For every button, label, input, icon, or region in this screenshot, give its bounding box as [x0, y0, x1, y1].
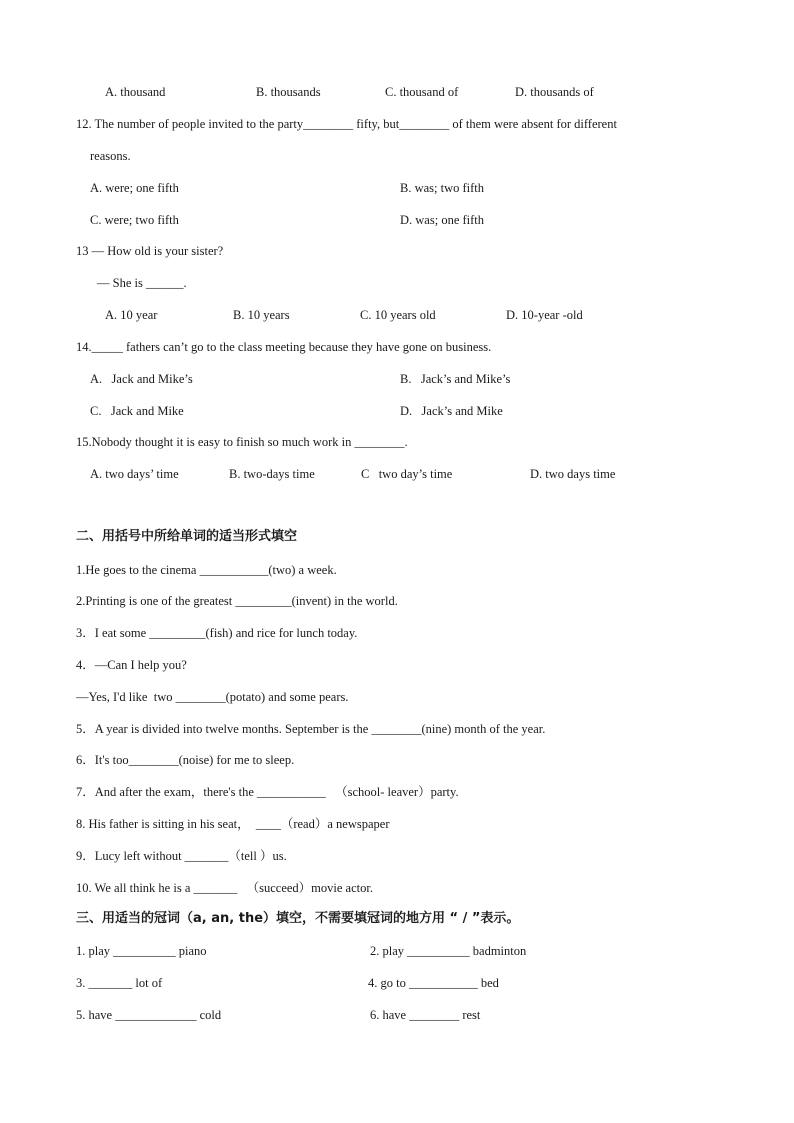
q11-option-a: A. thousand: [105, 85, 166, 99]
q12-option-a: A. were; one fifth: [90, 181, 179, 195]
q15-option-c: C two day’s time: [361, 467, 453, 481]
q15-option-a: A. two days’ time: [90, 467, 179, 481]
s2-item-6: 6．It's too________(noise) for me to sleep.: [76, 753, 295, 767]
q14-stem: 14._____ fathers can’t go to the class meeting because they have gone on business.: [76, 340, 492, 354]
s2-item-9: 9．Lucy left without _______（tell ）us.: [76, 849, 287, 863]
s2-item-3: 3．I eat some _________(fish) and rice for lunch today.: [76, 626, 358, 640]
q12-option-d: D. was; one fifth: [400, 213, 485, 227]
q13-option-a: A. 10 year: [105, 308, 158, 322]
q13-option-b: B. 10 years: [233, 308, 290, 322]
q11-option-c: C. thousand of: [385, 85, 459, 99]
section2-heading: 二、用括号中所给单词的适当形式填空: [76, 529, 298, 544]
q13-option-c: C. 10 years old: [360, 308, 436, 322]
s2-item-4: 4．—Can I help you?: [76, 658, 187, 672]
s2-item-10: 10. We all think he is a _______ （succeed）movie actor.: [76, 881, 373, 895]
q13-response: — She is ______.: [97, 276, 187, 290]
s3-item-5: 5. have _____________ cold: [76, 1008, 222, 1022]
q12-stem: 12. The number of people invited to the party________ fifty, but________ of them were absent for different: [76, 117, 617, 131]
q15-stem: 15.Nobody thought it is easy to finish so much work in ________.: [76, 435, 408, 449]
q12-stem-cont: reasons.: [90, 149, 131, 163]
s2-item-2: 2.Printing is one of the greatest _________(invent) in the world.: [76, 594, 398, 608]
s2-item-7: 7．And after the exam，there's the ___________ （school- leaver）party.: [76, 785, 459, 799]
q14-option-d: D. Jack’s and Mike: [400, 404, 503, 418]
q12-option-b: B. was; two fifth: [400, 181, 485, 195]
q12-option-c: C. were; two fifth: [90, 213, 179, 227]
q11-option-b: B. thousands: [256, 85, 321, 99]
q14-option-a: A. Jack and Mike’s: [90, 372, 193, 386]
q14-option-b: B. Jack’s and Mike’s: [400, 372, 511, 386]
s3-item-6: 6. have ________ rest: [370, 1008, 481, 1022]
s2-item-8: 8. His father is sitting in his seat， ____（read）a newspaper: [76, 817, 390, 831]
s3-item-1: 1. play __________ piano: [76, 944, 207, 958]
q13-stem: 13 — How old is your sister?: [76, 244, 224, 258]
s3-item-3: 3. _______ lot of: [76, 976, 163, 990]
s2-item-5: 5．A year is divided into twelve months. September is the ________(nine) month of the year.: [76, 722, 546, 736]
q15-option-b: B. two-days time: [229, 467, 315, 481]
s3-item-4: 4. go to ___________ bed: [368, 976, 499, 990]
s2-item-4-response: —Yes, I'd like two ________(potato) and some pears.: [76, 690, 349, 704]
section3-heading: 三、用适当的冠词（a, an, the）填空，不需要填冠词的地方用 “ / ”表示。: [76, 911, 520, 926]
q14-option-c: C. Jack and Mike: [90, 404, 184, 418]
q13-option-d: D. 10-year -old: [506, 308, 583, 322]
q11-option-d: D. thousands of: [515, 85, 594, 99]
s2-item-1: 1.He goes to the cinema ___________(two) a week.: [76, 563, 337, 577]
s3-item-2: 2. play __________ badminton: [370, 944, 527, 958]
q15-option-d: D. two days time: [530, 467, 616, 481]
